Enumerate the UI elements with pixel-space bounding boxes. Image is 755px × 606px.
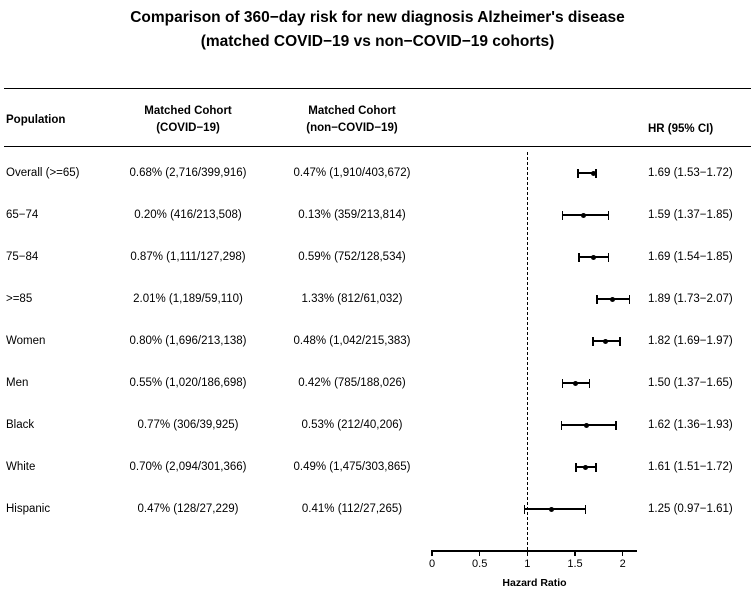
- ci-upper-cap: [619, 337, 620, 346]
- ci-lower-cap: [562, 379, 563, 388]
- row-population: 65−74: [6, 209, 39, 221]
- row-covid-risk: 2.01% (1,189/59,110): [133, 293, 243, 305]
- row-covid-risk: 0.68% (2,716/399,916): [129, 167, 247, 179]
- confidence-interval-line: [524, 508, 585, 509]
- row-noncovid-risk: 1.33% (812/61,032): [301, 293, 403, 305]
- row-hazard-ratio: 1.69 (1.54−1.85): [648, 251, 733, 263]
- column-header-covid-cohort: [113, 103, 263, 137]
- ci-upper-cap: [589, 379, 590, 388]
- row-hazard-ratio: 1.59 (1.37−1.85): [648, 209, 733, 221]
- row-noncovid-risk: 0.48% (1,042/215,383): [293, 335, 411, 347]
- table-row: [0, 404, 755, 446]
- row-population: 75−84: [6, 251, 39, 263]
- ci-upper-cap: [595, 463, 596, 472]
- x-axis-tick: [479, 550, 481, 556]
- ci-lower-cap: [575, 463, 576, 472]
- x-axis-line: [432, 550, 637, 552]
- title-line-1: Comparison of 360−day risk for new diagnosis Alzheimer's disease: [130, 9, 625, 26]
- x-axis-tick-label: 0.5: [472, 558, 488, 570]
- page-title: [0, 6, 755, 54]
- table-row: [0, 320, 755, 362]
- row-noncovid-risk: 0.13% (359/213,814): [298, 209, 406, 221]
- column-header-noncovid-cohort: [272, 103, 432, 137]
- row-covid-risk: 0.87% (1,111/127,298): [130, 251, 246, 263]
- ci-lower-cap: [592, 337, 593, 346]
- title-line-2: (matched COVID−19 vs non−COVID−19 cohorts): [200, 33, 555, 50]
- row-noncovid-risk: 0.41% (112/27,265): [301, 503, 403, 515]
- table-row: [0, 362, 755, 404]
- x-axis-tick: [622, 550, 624, 556]
- row-hazard-ratio: 1.89 (1.73−2.07): [648, 293, 733, 305]
- ci-lower-cap: [596, 295, 597, 304]
- x-axis-tick-label: 0: [428, 558, 436, 570]
- column-header-noncovid-line2: (non−COVID−19): [306, 122, 398, 134]
- row-noncovid-risk: 0.42% (785/188,026): [298, 377, 406, 389]
- row-noncovid-risk: 0.59% (752/128,534): [298, 251, 406, 263]
- row-hazard-ratio: 1.82 (1.69−1.97): [648, 335, 733, 347]
- ci-upper-cap: [629, 295, 630, 304]
- ci-lower-cap: [561, 421, 562, 430]
- table-row: [0, 236, 755, 278]
- null-reference-line: [527, 152, 528, 550]
- ci-upper-cap: [608, 211, 609, 220]
- header-rule-top: [4, 88, 751, 89]
- row-covid-risk: 0.80% (1,696/213,138): [129, 335, 247, 347]
- point-estimate-marker: [591, 255, 596, 260]
- row-hazard-ratio: 1.61 (1.51−1.72): [648, 461, 733, 473]
- table-row: [0, 194, 755, 236]
- row-population: Hispanic: [6, 503, 51, 515]
- x-axis-tick-label: 1: [524, 558, 531, 570]
- ci-lower-cap: [524, 505, 525, 514]
- row-population: Women: [6, 335, 46, 347]
- column-header-noncovid-line1: Matched Cohort: [308, 105, 396, 117]
- table-row: [0, 152, 755, 194]
- ci-lower-cap: [562, 211, 563, 220]
- point-estimate-marker: [549, 507, 554, 512]
- point-estimate-marker: [573, 381, 578, 386]
- point-estimate-marker: [584, 423, 589, 428]
- row-hazard-ratio: 1.69 (1.53−1.72): [648, 167, 733, 179]
- row-hazard-ratio: 1.62 (1.36−1.93): [648, 419, 733, 431]
- row-hazard-ratio: 1.25 (0.97−1.61): [648, 503, 733, 515]
- point-estimate-marker: [583, 465, 588, 470]
- row-covid-risk: 0.77% (306/39,925): [137, 419, 239, 431]
- x-axis-tick: [431, 550, 433, 556]
- row-population: Overall (>=65): [6, 167, 80, 179]
- row-covid-risk: 0.47% (128/27,229): [137, 503, 239, 515]
- ci-lower-cap: [577, 169, 578, 178]
- row-population: Men: [6, 377, 29, 389]
- ci-upper-cap: [615, 421, 616, 430]
- point-estimate-marker: [610, 297, 615, 302]
- table-row: [0, 278, 755, 320]
- x-axis-tick-label: 1.5: [567, 558, 583, 570]
- point-estimate-marker: [581, 213, 586, 218]
- row-covid-risk: 0.70% (2,094/301,366): [129, 461, 247, 473]
- column-header-population: Population: [6, 114, 66, 126]
- row-covid-risk: 0.20% (416/213,508): [134, 209, 242, 221]
- x-axis-tick: [527, 550, 529, 556]
- point-estimate-marker: [603, 339, 608, 344]
- row-noncovid-risk: 0.49% (1,475/303,865): [293, 461, 411, 473]
- ci-upper-cap: [585, 505, 586, 514]
- row-population: Black: [6, 419, 35, 431]
- row-population: White: [6, 461, 36, 473]
- row-noncovid-risk: 0.53% (212/40,206): [301, 419, 403, 431]
- point-estimate-marker: [591, 171, 596, 176]
- ci-upper-cap: [608, 253, 609, 262]
- table-row: [0, 488, 755, 530]
- ci-lower-cap: [578, 253, 579, 262]
- x-axis-tick: [574, 550, 576, 556]
- forest-plot-area: [432, 152, 637, 550]
- table-row: [0, 446, 755, 488]
- row-noncovid-risk: 0.47% (1,910/403,672): [293, 167, 411, 179]
- column-header-hazard-ratio: HR (95% CI): [648, 123, 714, 135]
- column-header-covid-line2: (COVID−19): [156, 122, 220, 134]
- header-rule-bottom: [4, 146, 751, 147]
- x-axis-title: Hazard Ratio: [502, 577, 567, 589]
- x-axis-tick-label: 2: [619, 558, 626, 570]
- column-header-covid-line1: Matched Cohort: [144, 105, 232, 117]
- row-hazard-ratio: 1.50 (1.37−1.65): [648, 377, 733, 389]
- row-covid-risk: 0.55% (1,020/186,698): [129, 377, 247, 389]
- row-population: >=85: [6, 293, 33, 305]
